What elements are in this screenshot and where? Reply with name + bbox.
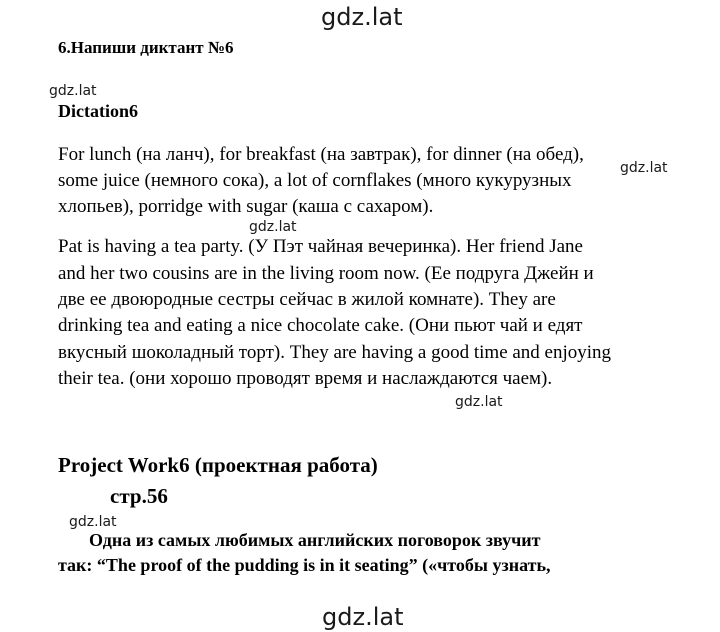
- project-title: Project Work6 (проектная работа): [58, 453, 378, 477]
- project-line-1: Одна из самых любимых английских поговорок звучит: [89, 530, 541, 550]
- watermark-left-lower: gdz.lat: [69, 514, 117, 530]
- watermark-inline-mid: gdz.lat: [249, 219, 297, 235]
- task-title: 6.Напиши диктант №6: [58, 38, 234, 57]
- dictation-p2-line-1: Pat is having a tea party. (У Пэт чайная вечеринка). Her friend Jane: [58, 236, 583, 257]
- dictation-p2-line-4: drinking tea and eating a nice chocolate cake. (Они пьют чай и едят: [58, 315, 583, 336]
- dictation-p2-line-2: and her two cousins are in the living room now. (Ее подруга Джейн и: [58, 263, 594, 284]
- watermark-right-mid: gdz.lat: [620, 160, 668, 176]
- watermark-right-lower: gdz.lat: [455, 394, 503, 410]
- dictation-p1-line-2: some juice (немного сока), a lot of cornflakes (много кукурузных: [58, 170, 572, 191]
- dictation-title: Dictation6: [58, 101, 138, 121]
- page-reference: стр.56: [110, 484, 168, 508]
- dictation-p1-line-1: For lunch (на ланч), for breakfast (на завтрак), for dinner (на обед),: [58, 144, 584, 165]
- watermark-bottom: gdz.lat: [322, 603, 404, 631]
- dictation-p2-line-3: две ее двоюродные сестры сейчас в жилой комнате). They are: [58, 289, 556, 310]
- watermark-top: gdz.lat: [321, 3, 403, 31]
- project-line-2: так: “The proof of the pudding is in it seating” («чтобы узнать,: [58, 555, 551, 575]
- dictation-p2-line-5: вкусный шоколадный торт). They are having a good time and enjoying: [58, 342, 612, 363]
- watermark-left-upper: gdz.lat: [49, 83, 97, 99]
- dictation-p1-line-3: хлопьев), porridge with sugar (каша с сахаром).: [58, 196, 434, 217]
- dictation-p2-line-6: their tea. (они хорошо проводят время и наслаждаются чаем).: [58, 368, 553, 389]
